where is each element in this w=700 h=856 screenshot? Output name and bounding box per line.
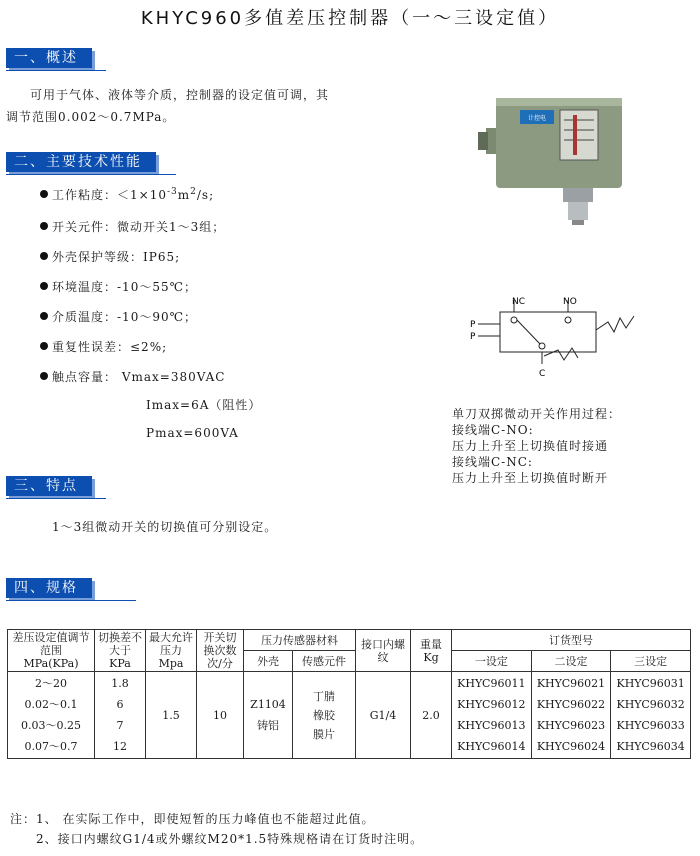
section-features-heading: 三、特点: [6, 476, 92, 496]
header-diff: 切换差不大于 KPa: [95, 630, 146, 672]
section-divider: [6, 70, 106, 71]
controller-device-image: [468, 80, 638, 225]
bullet-icon: [40, 282, 48, 290]
section-specification-heading: 四、规格: [6, 578, 92, 598]
section-specs-heading: 二、主要技术性能: [6, 152, 156, 172]
spec-pmax: Pmax=600VA: [146, 426, 239, 440]
svg-text:计控电: 计控电: [527, 115, 547, 122]
shell-cell: Z1104 铸铝: [244, 672, 293, 759]
spec-viscosity: 工作粘度：$<1\times 10^{-3}m^2/s$;: [40, 186, 214, 203]
models-two-cell: KHYC96021 KHYC96022 KHYC96023 KHYC96024: [531, 672, 611, 759]
bullet-icon: [40, 222, 48, 230]
header-range: 差压设定值调节范围 MPa(KPa): [8, 630, 95, 672]
overview-line-2: 调节范围0.002～0.7MPa。: [6, 110, 176, 124]
range-cell: 2～20 0.02～0.1 0.03～0.25 0.07～0.7: [8, 672, 95, 759]
section-divider: [6, 498, 106, 499]
page-title: KHYC960多值差压控制器（一～三设定值）: [140, 8, 560, 29]
spec-imax: Imax=6A（阻性）: [146, 398, 262, 412]
header-order: 订货型号: [452, 630, 691, 651]
svg-text:NO: NO: [563, 297, 577, 307]
overview-line-1: 可用于气体、液体等介质，控制器的设定值可调，其: [30, 88, 330, 102]
header-switch-count: 开关切换次数次/分: [197, 630, 244, 672]
spec-table: [7, 629, 691, 759]
spec-repeat-error: 重复性误差：≤2%;: [40, 338, 167, 355]
header-sensor: 压力传感器材料: [244, 630, 356, 651]
spec-env-temp: 环境温度：-10～55℃；: [40, 278, 197, 295]
header-port: 接口内螺纹: [356, 630, 411, 672]
models-three-cell: KHYC96031 KHYC96032 KHYC96033 KHYC96034: [611, 672, 691, 759]
note-2: 2、接口内螺纹G1/4或外螺纹M20*1.5特殊规格请在订货时注明。: [36, 832, 424, 846]
section-divider: [6, 600, 136, 601]
svg-text:NC: NC: [512, 297, 526, 307]
header-shell: 外壳: [244, 651, 293, 672]
spec-medium-temp: 介质温度：-10～90℃；: [40, 308, 197, 325]
bullet-icon: [40, 312, 48, 320]
port-cell: G1/4: [356, 672, 411, 759]
models-one-cell: KHYC96011 KHYC96012 KHYC96013 KHYC96014: [452, 672, 532, 759]
header-weight: 重量 Kg: [411, 630, 452, 672]
svg-text:P: P: [470, 332, 476, 342]
spec-protection: 外壳保护等级：IP65;: [40, 248, 180, 265]
max-pressure-cell: 1.5: [146, 672, 197, 759]
spec-contact-capacity: 触点容量： Vmax=380VAC: [40, 368, 225, 385]
diff-cell: 1.8 6 7 12: [95, 672, 146, 759]
header-max-pressure: 最大允许压力 Mpa: [146, 630, 197, 672]
bullet-icon: [40, 190, 48, 198]
svg-text:P: P: [470, 320, 476, 330]
header-two: 二设定: [531, 651, 611, 672]
features-text: 1～3组微动开关的切换值可分别设定。: [52, 520, 278, 534]
weight-cell: 2.0: [411, 672, 452, 759]
switch-description: 单刀双掷微动开关作用过程： 接线端C-NO: 压力上升至上切换值时接通 接线端C-NC: 压力上升至上切换值时断开: [452, 407, 622, 485]
note-1: 注：1、 在实际工作中，即使短暂的压力峰值也不能超过此值。: [10, 812, 375, 826]
section-divider: [6, 174, 176, 175]
bullet-icon: [40, 252, 48, 260]
switch-diagram: [468, 290, 658, 380]
bullet-icon: [40, 342, 48, 350]
switch-count-cell: 10: [197, 672, 244, 759]
header-three: 三设定: [611, 651, 691, 672]
bullet-icon: [40, 372, 48, 380]
svg-text:C: C: [539, 369, 546, 379]
header-one: 一设定: [452, 651, 532, 672]
sensor-elem-cell: 丁腈 橡胶 膜片: [293, 672, 356, 759]
spec-switch: 开关元件：微动开关1～3组；: [40, 218, 225, 235]
section-overview-heading: 一、概述: [6, 48, 92, 68]
header-sensor-elem: 传感元件: [293, 651, 356, 672]
